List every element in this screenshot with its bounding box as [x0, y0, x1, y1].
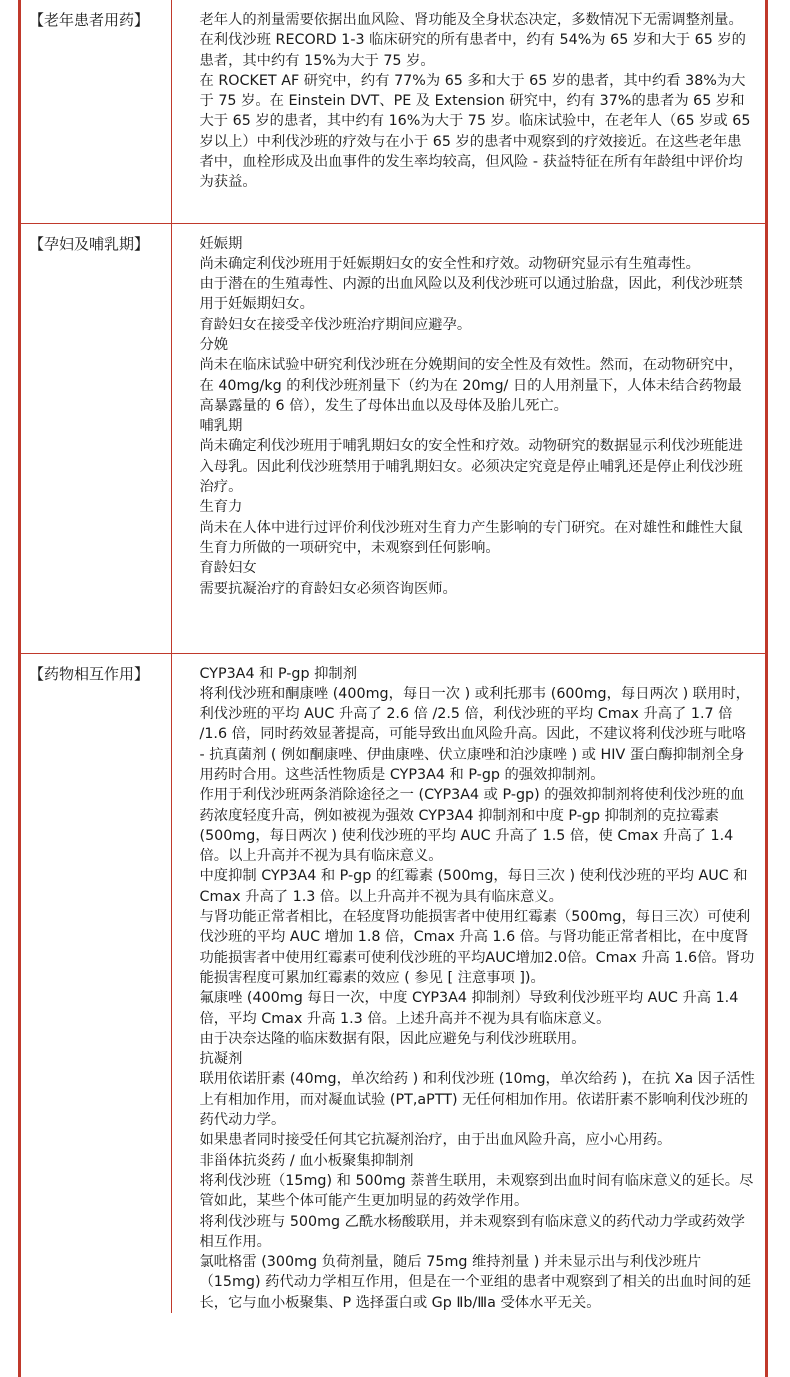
subheading: CYP3A4 和 P-gp 抑制剂 — [199, 665, 357, 682]
section-content — [171, 0, 765, 223]
subheading: 妊娠期 — [199, 235, 243, 252]
section-label: 【孕妇及哺乳期】 — [21, 223, 171, 653]
section-pregnancy — [21, 223, 765, 653]
subheading: 育龄妇女 — [199, 560, 257, 577]
subheading: 非甾体抗炎药 / 血小板聚集抑制剂 — [199, 1152, 414, 1169]
paragraph: 尚未在人体中进行过评价利伐沙班对生育力产生影响的专门研究。在对雄性和雌性大鼠生育力所做的一项研究中，未观察到任何影响。 — [199, 519, 743, 556]
paragraph: 由于决奈达隆的临床数据有限，因此应避免与利伐沙班联用。 — [199, 1030, 586, 1047]
section-elderly — [21, 0, 765, 223]
subheading: 分娩 — [199, 336, 229, 353]
section-label: 【老年患者用药】 — [21, 0, 171, 223]
paragraph: 老年人的剂量需要依据出血风险、肾功能及全身状态决定，多数情况下无需调整剂量。 — [199, 12, 743, 28]
paragraph: 氟康唑 (400mg 每日一次，中度 CYP3A4 抑制剂）导致利伐沙班平均 AUC 升高 1.4 倍，平均 Cmax 升高 1.3 倍。上述升高并不视为具有临床意义。 — [199, 990, 739, 1027]
paragraph: 由于潜在的生殖毒性、内源的出血风险以及利伐沙班可以通过胎盘，因此，利伐沙班禁用于妊娠期妇女。 — [199, 276, 743, 313]
subheading: 抗凝剂 — [199, 1051, 243, 1068]
subheading: 哺乳期 — [199, 418, 243, 435]
section-content — [171, 223, 765, 653]
paragraph: 将利伐沙班和酮康唑 (400mg，每日一次 ) 或利托那韦 (600mg，每日两次 ) 联用时，利伐沙班的平均 AUC 升高了 2.6 倍 /2.5 倍，利伐沙班的平均 Cmax 升高了 1.7 倍 /1.6 倍，同时药效显著提高，可能导致出血风险升高。因此，不建议将利伐沙班与吡咯 - 抗真菌剂 ( 例如酮康唑、伊曲康唑、伏立康唑和泊沙康唑 ) 或 HIV 蛋白酶抑制剂全身用药时合用。这些活性物质是 CYP3A4 和 P-gp 的强效抑制剂。 — [199, 685, 750, 783]
subheading: 生育力 — [199, 499, 243, 516]
paragraph: 尚未确定利伐沙班用于妊娠期妇女的安全性和疗效。动物研究显示有生殖毒性。 — [199, 255, 700, 272]
paragraph: 如果患者同时接受任何其它抗凝剂治疗，由于出血风险升高，应小心用药。 — [199, 1132, 672, 1149]
paragraph: 在 ROCKET AF 研究中，约有 77%为 65 多和大于 65 岁的患者，其中约看 38%为大于 75 岁。在 Einstein DVT、PE 及 Extension 研究中，约有 37%的患者为 65 岁和大于 65 岁的患者，其中约有 16%为大于 75 岁。临床试验中，在老年人（65 岁或 65 岁以上）中利伐沙班的疗效与在小于 65 岁的患者中观察到的疗效接近。在这些老年患者中，血栓形成及出血事件的发生率均较高，但风险 - 获益特征在所有年龄组中评价均为获益。 — [199, 72, 751, 191]
paragraph: 将利伐沙班与 500mg 乙酰水杨酸联用，并未观察到有临床意义的药代动力学或药效学相互作用。 — [199, 1213, 745, 1250]
paragraph: 尚未确定利伐沙班用于哺乳期妇女的安全性和疗效。动物研究的数据显示利伐沙班能进入母乳。因此利伐沙班禁用于哺乳期妇女。必须决定究竟是停止哺乳还是停止利伐沙班治疗。 — [199, 438, 743, 496]
section-label: 【药物相互作用】 — [21, 653, 171, 1313]
paragraph: 需要抗凝治疗的育龄妇女必须咨询医师。 — [199, 580, 457, 597]
paragraph: 在利伐沙班 RECORD 1-3 临床研究的所有患者中，约有 54%为 65 岁和大于 65 岁的患者，其中约有 15%为大于 75 岁。 — [199, 32, 746, 69]
paragraph: 与肾功能正常者相比，在轻度肾功能损害者中使用红霉素（500mg，每日三次）可使利伐沙班的平均 AUC 增加 1.8 倍，Cmax 升高 1.6 倍。与肾功能正常者相比，在中度肾功能损害者中使用红霉素可使利伐沙班的平均AUC增加2.0倍。Cmax 升高 1.6倍。肾功能损害程度可累加红霉素的效应 ( 参见 [ 注意事项 ])。 — [199, 909, 755, 986]
paragraph: 联用依诺肝素 (40mg，单次给药 ) 和利伐沙班 (10mg，单次给药 )，在抗 Xa 因子活性上有相加作用，而对凝血试验 (PT,aPTT) 无任何相加作用。依诺肝素不影响利伐沙班的药代动力学。 — [199, 1071, 755, 1129]
paragraph: 尚未在临床试验中研究利伐沙班在分娩期间的安全性及有效性。然而，在动物研究中，在 40mg/kg 的利伐沙班剂量下（约为在 20mg/ 日的人用剂量下，人体未结合药物最高暴露量的 6 倍），发生了母体出血以及母体及胎儿死亡。 — [199, 357, 743, 414]
paragraph: 育龄妇女在接受辛伐沙班治疗期间应避孕。 — [199, 316, 472, 333]
drug-info-table — [21, 0, 765, 1313]
paragraph: 作用于利伐沙班两条消除途径之一 (CYP3A4 或 P-gp) 的强效抑制剂将使利伐沙班的血药浓度轻度升高，例如被视为强效 CYP3A4 抑制剂和中度 P-gp 抑制剂的克拉霉素 (500mg，每日两次 ) 使利伐沙班的平均 AUC 升高了 1.5 倍，使 Cmax 升高了 1.4 倍。以上升高并不视为具有临床意义。 — [199, 787, 745, 865]
section-content — [171, 653, 765, 1313]
paragraph: 中度抑制 CYP3A4 和 P-gp 的红霉素 (500mg，每日三次 ) 使利伐沙班的平均 AUC 和 Cmax 升高了 1.3 倍。以上升高并不视为具有临床意义。 — [199, 868, 748, 905]
paragraph: 氯吡格雷 (300mg 负荷剂量，随后 75mg 维持剂量 ) 并未显示出与利伐沙班片（15mg) 药代动力学相互作用，但是在一个亚组的患者中观察到了相关的出血时间的延长，它与血小板聚集、P 选择蛋白或 Gp Ⅱb/Ⅲa 受体水平无关。 — [199, 1254, 752, 1311]
section-interactions — [21, 653, 765, 1313]
paragraph: 将利伐沙班（15mg) 和 500mg 萘普生联用，未观察到出血时间有临床意义的延长。尽管如此，某些个体可能产生更加明显的药效学作用。 — [199, 1172, 754, 1210]
